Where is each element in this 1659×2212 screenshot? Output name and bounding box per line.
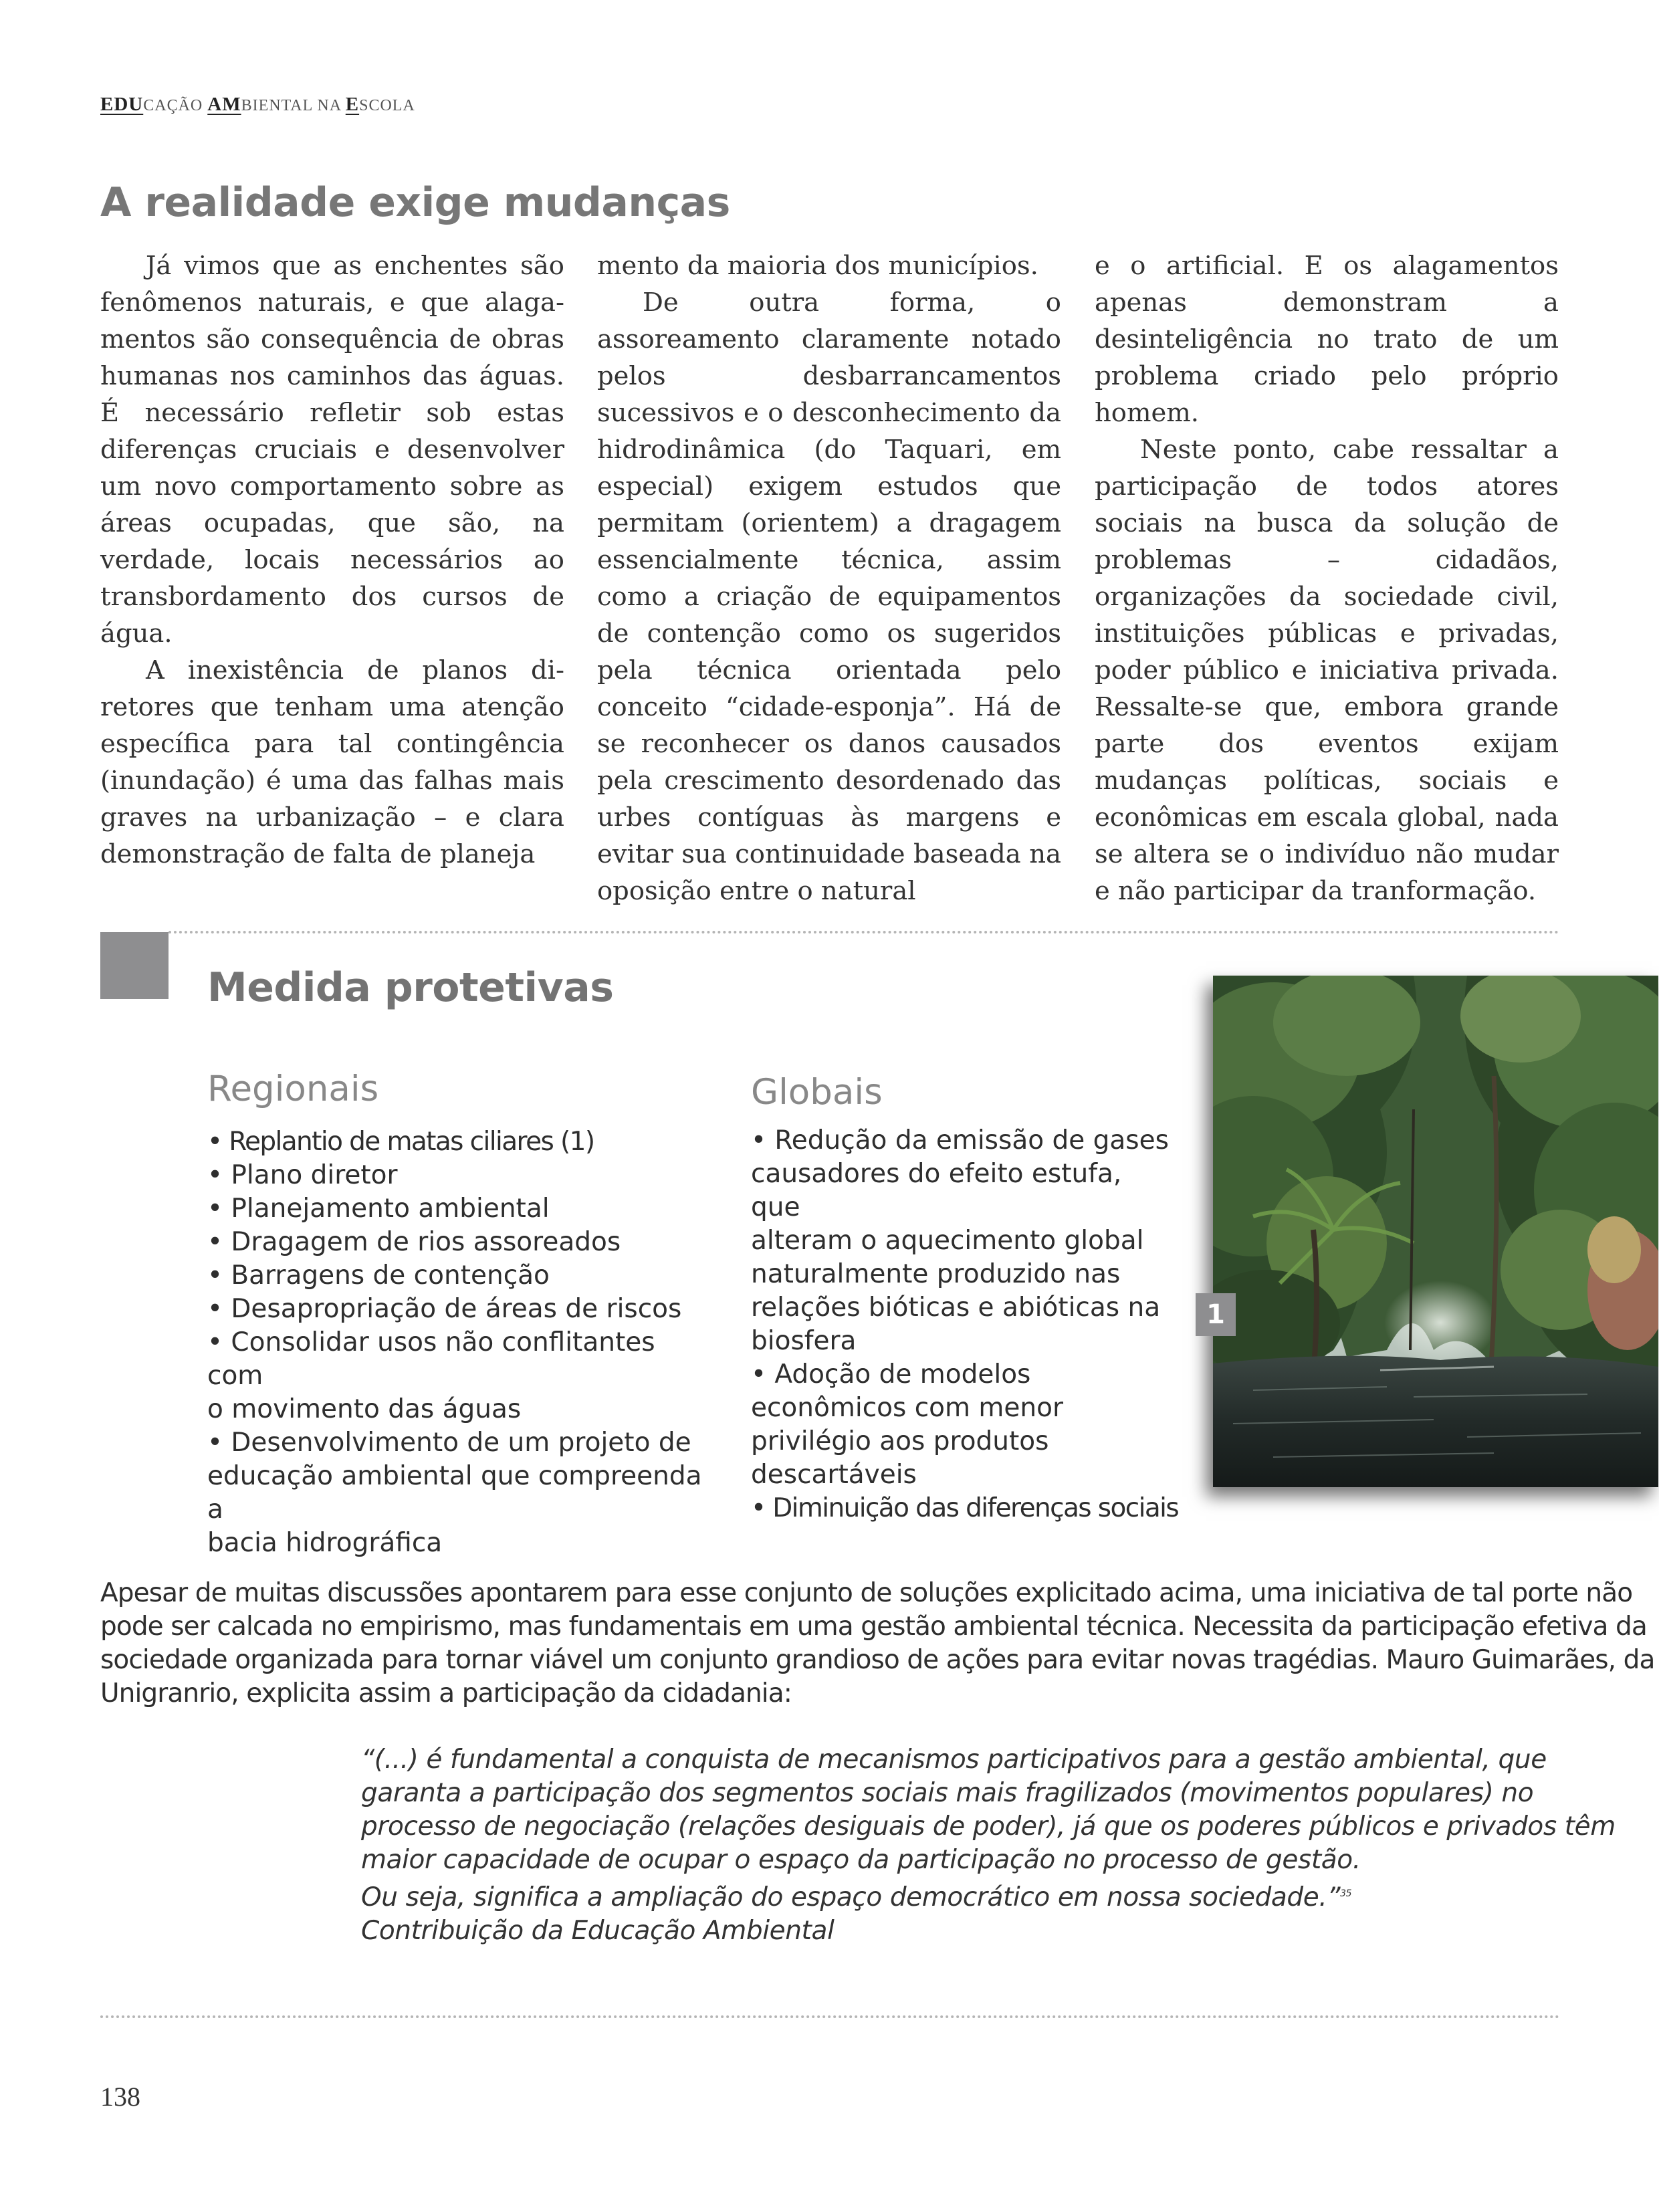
list-item: relações bióticas e abióticas na (751, 1293, 1161, 1323)
header-part: EDU (100, 94, 144, 115)
list-item: • Consolidar usos não conflitantes com (207, 1327, 655, 1391)
quote-line: “(...) é fundamental a conquista de mecanismos participativos para a gestão ambiental, que (361, 1745, 1547, 1775)
paragraph-line: Unigranrio, explicita assim a participação da cidadania: (100, 1678, 792, 1708)
body-paragraph (100, 1577, 1655, 1710)
list-item: • Desenvolvimento de um projeto de (207, 1428, 691, 1458)
list-item: descartáveis (751, 1460, 917, 1490)
photo-number-badge: 1 (1196, 1293, 1236, 1336)
list-item: educação ambiental que compreenda a (207, 1461, 702, 1525)
list-item: bacia hidrográfica (207, 1528, 443, 1558)
list-item: causadores do efeito estufa, que (751, 1159, 1122, 1222)
header-part: BIENTAL NA (241, 97, 346, 114)
dotted-divider (100, 2015, 1560, 2018)
paragraph: e o artificial. E os alagamentos apenas demonstram a desinteligência no trato de um problema criado pelo próprio homem. (1095, 251, 1559, 428)
list-item: • Replantio de matas ciliares (1) (207, 1127, 594, 1157)
list-item: • Desapropriação de áreas de riscos (207, 1294, 682, 1324)
list-item: econômicos com menor (751, 1393, 1064, 1423)
quote-source: Contribuição da Educação Ambiental (361, 1916, 835, 1946)
page-number: 138 (100, 2082, 140, 2112)
text-column-3 (1095, 247, 1559, 909)
list-item: • Adoção de modelos (751, 1359, 1031, 1390)
section-title: A realidade exige mudanças (100, 179, 730, 226)
list-item: • Barragens de contenção (207, 1260, 550, 1291)
forest-river-photo (1213, 976, 1658, 1487)
quote-line: garanta a participação dos segmentos sociais mais fragilizados (movimentos populares) no (361, 1778, 1534, 1808)
regionais-list (207, 1125, 715, 1560)
block-quote (361, 1743, 1616, 1948)
list-item: alteram o aquecimento global (751, 1226, 1144, 1256)
quote-line-final (361, 1877, 1565, 1914)
quote-line: processo de negociação (relações desiguais de poder), já que os poderes públicos e privados têm (361, 1811, 1616, 1842)
list-item: • Dragagem de rios assoreados (207, 1227, 621, 1257)
list-item: • Diminuição das diferenças sociais (751, 1493, 1179, 1523)
header-part: CAÇÃO (143, 97, 208, 114)
paragraph: mento da maioria dos municípios. (597, 251, 1038, 281)
list-item: • Redução da emissão de gases (751, 1125, 1169, 1155)
quote-line: Ou seja, significa a ampliação do espaço democrático em nossa sociedade.” (361, 1882, 1341, 1912)
list-item: • Planejamento ambiental (207, 1194, 550, 1224)
section-title: Medida protetivas (207, 964, 614, 1011)
footnote-marker: 35 (1340, 1888, 1352, 1899)
header-part: SCOLA (359, 97, 415, 114)
header-part: AM (207, 94, 241, 115)
subheading-regionais: Regionais (207, 1069, 379, 1109)
paragraph-line: pode ser calcada no empirismo, mas fundamentais em uma gestão ambiental técnica. Necessita da participação efetiva da (100, 1612, 1647, 1642)
list-item: privilégio aos produtos (751, 1426, 1049, 1456)
paragraph: Neste ponto, cabe ressaltar a participação de todos atores sociais na busca da solução de problemas – cidadãos, organizações da sociedade civil, instituições públicas e privadas, poder público e iniciativa privada. Ressalte-se que, embora grande parte dos eventos exijam mudanças políticas, sociais e econômicas em escala global, nada se altera se o indivíduo não mudar e não participar da tranformação. (1095, 435, 1559, 906)
text-column-2 (597, 247, 1061, 909)
globais-list (751, 1124, 1179, 1525)
text-column-1 (100, 247, 564, 873)
dotted-divider (169, 931, 1559, 933)
paragraph-line: Apesar de muitas discussões apontarem para esse conjunto de soluções explicitado acima, uma iniciativa de tal porte não (100, 1578, 1633, 1608)
paragraph: Já vimos que as enchentes são fenômenos naturais, e que alagamentos são consequência de obras humanas nos caminhos das águas. É necessário refletir sob estas diferenças cruciais e desenvolver um novo comportamento sobre as áreas ocupadas, que são, na verdade, locais necessários ao transbordamento dos cursos de água. (100, 251, 564, 649)
list-item: • Plano diretor (207, 1160, 398, 1190)
paragraph: De outra forma, o assoreamento claramente notado pelos desbarrancamentos sucessivos e o desconhecimento da hidrodinâmica (do Taquari, em especial) exigem estudos que permitam (orientem) a dragagem essencialmente técnica, assim como a criação de equipamentos de contenção como os sugeridos pela técnica orientada pelo conceito “cidade-esponja”. Há de se reconhecer os danos causados pela crescimento desordenado das urbes contíguas às margens e evitar sua continuidade baseada na oposição entre o natural (597, 288, 1061, 906)
paragraph-line: sociedade organizada para tornar viável um conjunto grandioso de ações para evitar novas tragédias. Mauro Guimarães, da (100, 1645, 1655, 1675)
paragraph: A inexistência de planos diretores que tenham uma atenção específica para tal contingência (inundação) é uma das falhas mais graves na urbanização – e clara demonstração de falta de planeja (100, 655, 564, 869)
header-part: E (345, 94, 360, 115)
list-item: naturalmente produzido nas (751, 1259, 1121, 1289)
subheading-globais: Globais (751, 1072, 883, 1113)
section-marker (100, 932, 169, 999)
list-item: o movimento das águas (207, 1394, 522, 1424)
running-header (100, 94, 415, 116)
list-item: biosfera (751, 1326, 857, 1356)
quote-line: maior capacidade de ocupar o espaço da participação no processo de gestão. (361, 1845, 1361, 1875)
